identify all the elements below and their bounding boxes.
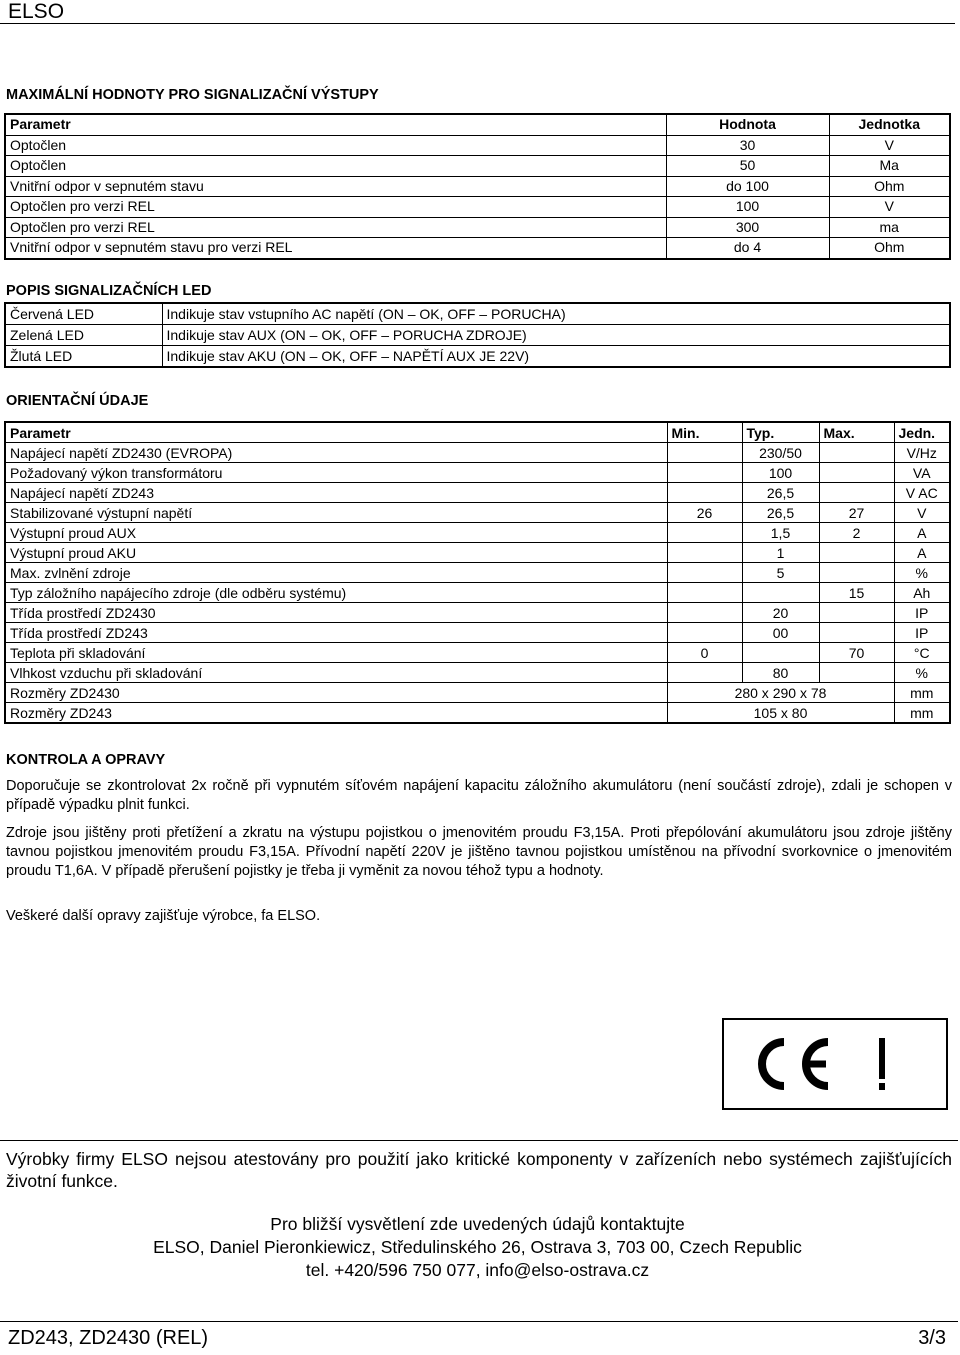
cell: V/Hz (894, 443, 950, 463)
table-row (5, 197, 950, 218)
cell: ma (829, 217, 950, 238)
cell (667, 443, 742, 463)
col-header: Hodnota (666, 114, 829, 135)
footer-rule (0, 1140, 958, 1141)
cell: Vnitřní odpor v sepnutém stavu (5, 176, 666, 197)
table-row (5, 603, 950, 623)
cell: 230/50 (742, 443, 819, 463)
cell: 00 (742, 623, 819, 643)
cell: % (894, 663, 950, 683)
cell: 26,5 (742, 503, 819, 523)
cell: Rozměry ZD243 (5, 703, 667, 724)
table-row (5, 523, 950, 543)
led-description: Indikuje stav AUX (ON – OK, OFF – PORUCHA ZDROJE) (162, 325, 950, 346)
table-row (5, 643, 950, 663)
cell: 100 (666, 197, 829, 218)
cell (819, 663, 894, 683)
cell: 5 (742, 563, 819, 583)
col-header: Jedn. (894, 422, 950, 443)
cell: V (829, 135, 950, 156)
col-header: Min. (667, 422, 742, 443)
certification-marks (722, 1018, 948, 1110)
header-rule (0, 23, 955, 24)
cell: Ah (894, 583, 950, 603)
contact-line-2: ELSO, Daniel Pieronkiewicz, Středulinského 26, Ostrava 3, 703 00, Czech Republic (153, 1237, 802, 1257)
cell: mm (894, 703, 950, 724)
cell (819, 483, 894, 503)
table-row (5, 346, 950, 368)
cell (667, 603, 742, 623)
cell: Vnitřní odpor v sepnutém stavu pro verzi REL (5, 238, 666, 259)
table-row (5, 563, 950, 583)
cell (667, 523, 742, 543)
cell: do 100 (666, 176, 829, 197)
cell: A (894, 543, 950, 563)
liability-notice: Výrobky firmy ELSO nejsou atestovány pro použití jako kritické komponenty v zařízeních nebo systémech zajišťujících životní funkce. (6, 1149, 952, 1191)
led-description: Indikuje stav AKU (ON – OK, OFF – NAPĚTÍ AUX JE 22V) (162, 346, 950, 368)
cell: A (894, 523, 950, 543)
cell: 30 (666, 135, 829, 156)
cell: Rozměry ZD2430 (5, 683, 667, 703)
cell: Stabilizované výstupní napětí (5, 503, 667, 523)
cell: 80 (742, 663, 819, 683)
cell: 1,5 (742, 523, 819, 543)
cell (742, 643, 819, 663)
cell (819, 623, 894, 643)
col-header: Parametr (5, 114, 666, 135)
cell: Výstupní proud AUX (5, 523, 667, 543)
led-name: Zelená LED (5, 325, 162, 346)
orient-table (4, 421, 951, 724)
cell: 26 (667, 503, 742, 523)
cell (667, 583, 742, 603)
cell: VA (894, 463, 950, 483)
cell: 0 (667, 643, 742, 663)
cell: 70 (819, 643, 894, 663)
cell: Optočlen (5, 156, 666, 177)
table-row (5, 683, 950, 703)
table-row (5, 583, 950, 603)
max-values-title: MAXIMÁLNÍ HODNOTY PRO SIGNALIZAČNÍ VÝSTUPY (6, 87, 379, 103)
table-header-row (5, 422, 950, 443)
table-row (5, 217, 950, 238)
cell: do 4 (666, 238, 829, 259)
col-header: Parametr (5, 422, 667, 443)
cell: 15 (819, 583, 894, 603)
cell: V (894, 503, 950, 523)
cell: 20 (742, 603, 819, 623)
col-header: Max. (819, 422, 894, 443)
cell: Výstupní proud AKU (5, 543, 667, 563)
cell (667, 623, 742, 643)
contact-line-1: Pro bližší vysvětlení zde uvedených údajů kontaktujte (270, 1214, 685, 1234)
page-number: 3/3 (918, 1327, 946, 1349)
col-header: Typ. (742, 422, 819, 443)
cell (667, 563, 742, 583)
document-id: ZD243, ZD2430 (REL) (8, 1327, 209, 1349)
table-row (5, 483, 950, 503)
cell: % (894, 563, 950, 583)
cell: Vlhkost vzduchu při skladování (5, 663, 667, 683)
cell: Ma (829, 156, 950, 177)
cell: mm (894, 683, 950, 703)
led-table (4, 302, 951, 368)
led-name: Žlutá LED (5, 346, 162, 368)
table-row (5, 463, 950, 483)
orient-title: ORIENTAČNÍ ÚDAJE (6, 393, 149, 409)
table-row (5, 303, 950, 325)
cell: IP (894, 603, 950, 623)
cell (667, 663, 742, 683)
table-row (5, 443, 950, 463)
cell: Optočlen (5, 135, 666, 156)
max-values-table (4, 113, 951, 260)
cell: Typ záložního napájecího zdroje (dle odběru systému) (5, 583, 667, 603)
cell: Požadovaný výkon transformátoru (5, 463, 667, 483)
cell: 105 x 80 (667, 703, 894, 724)
cell: Třída prostředí ZD2430 (5, 603, 667, 623)
cell (819, 443, 894, 463)
service-title: KONTROLA A OPRAVY (6, 752, 166, 768)
table-row (5, 176, 950, 197)
table-row (5, 623, 950, 643)
cell (667, 483, 742, 503)
cell: Teplota při skladování (5, 643, 667, 663)
cell (742, 583, 819, 603)
bottom-rule (0, 1321, 958, 1322)
cell (819, 563, 894, 583)
cell (667, 463, 742, 483)
cell: °C (894, 643, 950, 663)
service-paragraph-3: Veškeré další opravy zajišťuje výrobce, fa ELSO. (6, 908, 321, 924)
cell: 50 (666, 156, 829, 177)
led-title: POPIS SIGNALIZAČNÍCH LED (6, 283, 212, 299)
cell: 300 (666, 217, 829, 238)
table-row (5, 663, 950, 683)
table-row (5, 503, 950, 523)
cell: 2 (819, 523, 894, 543)
contact-line-3: tel. +420/596 750 077, info@elso-ostrava.cz (305, 1260, 650, 1280)
table-row (5, 543, 950, 563)
cell: 1 (742, 543, 819, 563)
cell (819, 603, 894, 623)
cell: Optočlen pro verzi REL (5, 197, 666, 218)
cell: 100 (742, 463, 819, 483)
cell (819, 543, 894, 563)
cell: Třída prostředí ZD243 (5, 623, 667, 643)
service-paragraph-1: Doporučuje se zkontrolovat 2x ročně při vypnutém síťovém napájení kapacitu záložního akumulátoru (není součástí zdroje), zdali je schopen v případě výpadku plnit funkci. (6, 778, 952, 813)
cell: V AC (894, 483, 950, 503)
led-name: Červená LED (5, 303, 162, 325)
cell: V (829, 197, 950, 218)
cell: IP (894, 623, 950, 643)
col-header: Jednotka (829, 114, 950, 135)
ce-mark-icon (724, 1020, 946, 1108)
cell: Napájecí napětí ZD243 (5, 483, 667, 503)
cell: 27 (819, 503, 894, 523)
table-header-row (5, 114, 950, 135)
table-row (5, 325, 950, 346)
table-row (5, 238, 950, 259)
cell: 26,5 (742, 483, 819, 503)
cell: Ohm (829, 238, 950, 259)
cell: Max. zvlnění zdroje (5, 563, 667, 583)
brand-name: ELSO (8, 0, 65, 23)
cell: 280 x 290 x 78 (667, 683, 894, 703)
service-paragraph-2: Zdroje jsou jištěny proti přetížení a zkratu na výstupu pojistkou o jmenovitém proudu F3,15A. Proti přepólování akumulátoru jsou zdroje jištěny tavnou pojistkou jmenovitém proudu F3,15A. Přívodní napětí 220V je jištěno tavnou pojistkou umístěnou na přívodní svorkovnice o jmenovitém proudu T1,6A. V případě přerušení pojistky je třeba ji vyměnit za novou téhož typu a hodnoty. (6, 825, 952, 879)
led-description: Indikuje stav vstupního AC napětí (ON – OK, OFF – PORUCHA) (162, 303, 950, 325)
table-row (5, 135, 950, 156)
cell: Ohm (829, 176, 950, 197)
table-row (5, 703, 950, 724)
cell (667, 543, 742, 563)
cell (819, 463, 894, 483)
table-row (5, 156, 950, 177)
cell: Napájecí napětí ZD2430 (EVROPA) (5, 443, 667, 463)
cell: Optočlen pro verzi REL (5, 217, 666, 238)
